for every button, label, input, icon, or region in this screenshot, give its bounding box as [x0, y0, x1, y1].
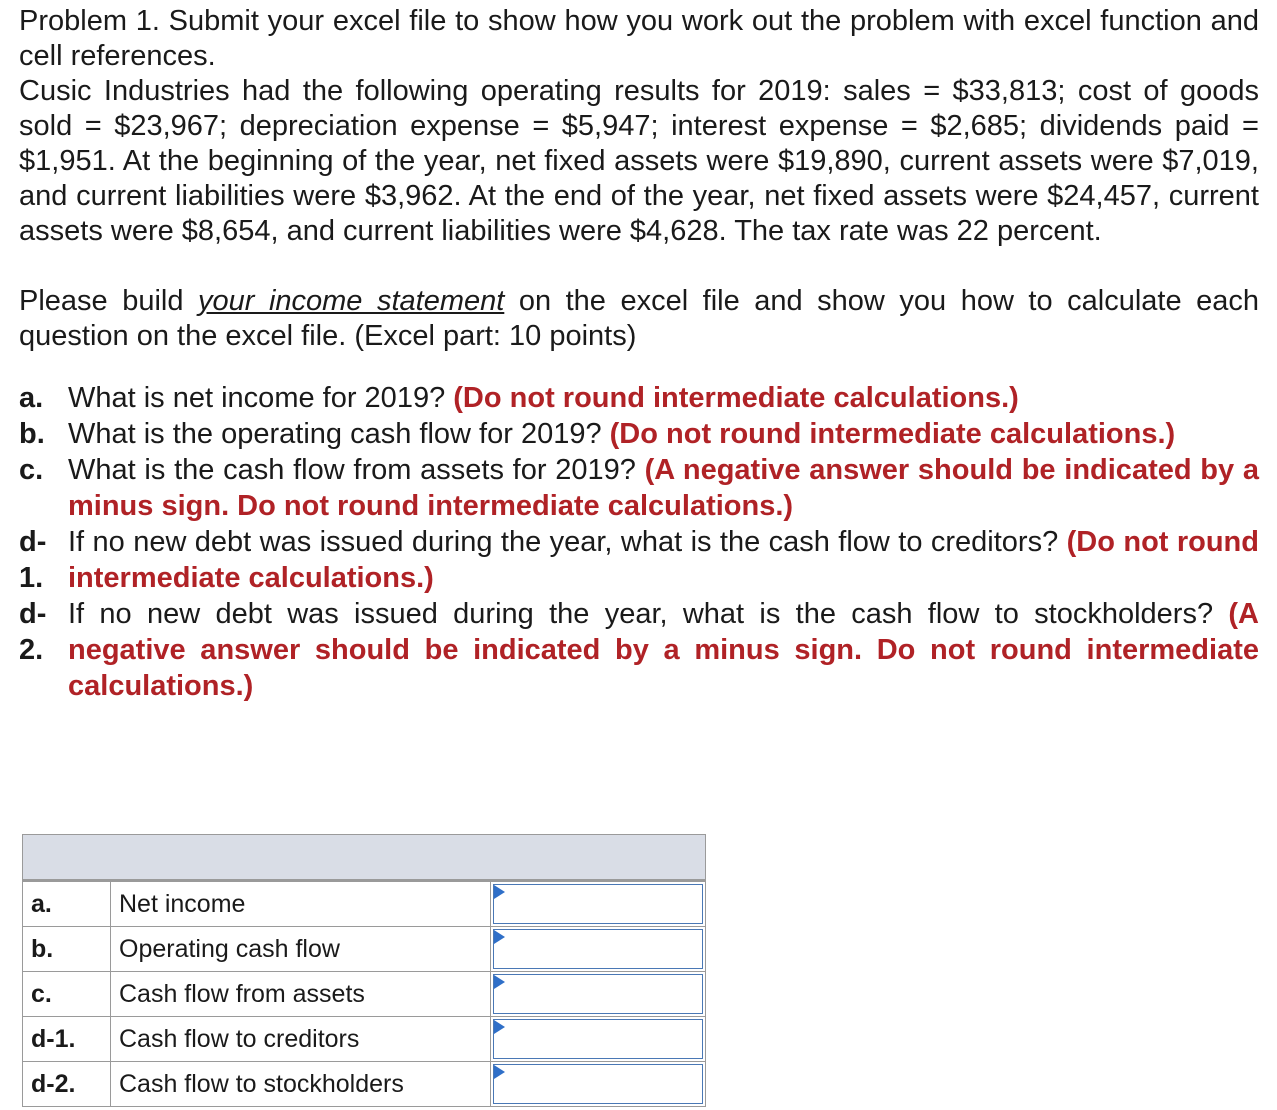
- table-row: [23, 881, 706, 927]
- question-label: a.: [19, 382, 44, 414]
- cash-flow-to-stockholders-input[interactable]: [493, 1064, 703, 1104]
- question-label: b.: [19, 418, 45, 450]
- answer-table-header: [23, 835, 706, 881]
- question-c: [19, 452, 1259, 524]
- question-label: d- 1.: [19, 526, 47, 594]
- net-income-input[interactable]: [493, 884, 703, 924]
- row-label: c.: [23, 972, 111, 1017]
- question-d1: [19, 524, 1259, 596]
- question-note: (A negative answer should be indicated by a minus sign. Do not round intermediate calculations.): [68, 454, 1259, 522]
- row-label: b.: [23, 927, 111, 972]
- question-label: c.: [19, 454, 44, 486]
- instruction-after: on the excel file and show you how to calculate each question on the excel file. (Excel part: 10 points): [19, 285, 1259, 352]
- table-row: [23, 972, 706, 1017]
- question-list: [19, 380, 1259, 704]
- instruction-before: Please build: [19, 285, 198, 317]
- row-description: Net income: [111, 881, 491, 927]
- table-row: [23, 1017, 706, 1062]
- question-note: (Do not round intermediate calculations.): [453, 382, 1019, 414]
- row-label: d-1.: [23, 1017, 111, 1062]
- row-description: Operating cash flow: [111, 927, 491, 972]
- question-text: What is net income for 2019?: [68, 382, 454, 414]
- question-note: (A negative answer should be indicated by a minus sign. Do not round intermediate calculations.): [68, 598, 1259, 702]
- problem-heading: Problem 1. Submit your excel file to show how you work out the problem with excel function and cell references.: [19, 5, 1259, 72]
- question-note: (Do not round intermediate calculations.): [68, 526, 1259, 594]
- question-label: d- 2.: [19, 598, 47, 666]
- row-description: Cash flow to stockholders: [111, 1062, 491, 1107]
- instruction-paragraph: [19, 284, 1259, 354]
- cash-flow-from-assets-input[interactable]: [493, 974, 703, 1014]
- operating-cash-flow-input[interactable]: [493, 929, 703, 969]
- question-note: (Do not round intermediate calculations.): [609, 418, 1176, 450]
- table-row: [23, 927, 706, 972]
- question-text: What is the cash flow from assets for 2019?: [68, 454, 645, 486]
- question-text: If no new debt was issued during the year, what is the cash flow to stockholders?: [68, 598, 1229, 630]
- problem-scenario: Cusic Industries had the following operating results for 2019: sales = $33,813; cost of goods sold = $23,967; depreciation expense = $5,947; interest expense = $2,685; dividends paid = $1,951. At the beginning of the year, net fixed assets were $19,890, current assets were $7,019, and current liabilities were $3,962. At the end of the year, net fixed assets were $24,457, current assets were $8,654, and current liabilities were $4,628. The tax rate was 22 percent.: [19, 75, 1259, 247]
- question-d2: [19, 596, 1259, 704]
- question-text: What is the operating cash flow for 2019?: [68, 418, 610, 450]
- question-text: If no new debt was issued during the year, what is the cash flow to creditors?: [68, 526, 1067, 558]
- row-description: Cash flow from assets: [111, 972, 491, 1017]
- answer-table: [22, 834, 706, 1107]
- row-label: a.: [23, 881, 111, 927]
- question-a: [19, 380, 1259, 416]
- row-label: d-2.: [23, 1062, 111, 1107]
- table-row: [23, 1062, 706, 1107]
- row-description: Cash flow to creditors: [111, 1017, 491, 1062]
- cash-flow-to-creditors-input[interactable]: [493, 1019, 703, 1059]
- instruction-emphasis: your income statement: [198, 285, 505, 317]
- problem-content: [19, 4, 1259, 704]
- question-b: [19, 416, 1259, 452]
